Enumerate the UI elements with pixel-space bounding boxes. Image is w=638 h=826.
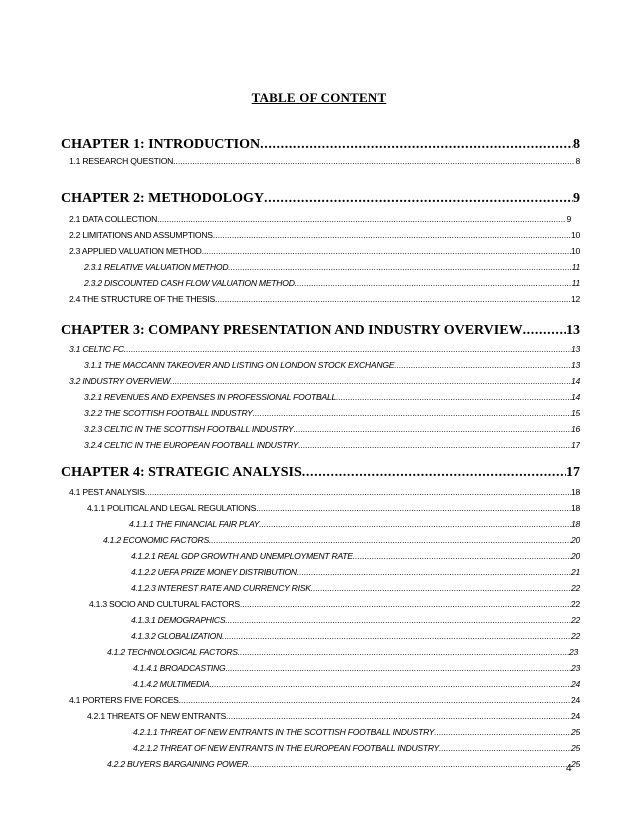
toc-entry-3-2-4[interactable] (61, 440, 580, 454)
leader-dots (215, 294, 571, 304)
toc-entry-2-2[interactable] (61, 230, 580, 244)
leader-dots (202, 246, 571, 256)
leader-dots (298, 440, 571, 450)
toc-entry-4-1[interactable] (61, 487, 580, 501)
toc-entry-1-1[interactable] (61, 156, 580, 170)
toc-entry-page: 25 (570, 727, 580, 737)
toc-entry-4-2-1-2[interactable] (61, 743, 580, 757)
leader-dots (157, 214, 566, 224)
toc-entry-4-1-2-2[interactable] (61, 567, 580, 581)
toc-entry-4-2-1[interactable] (61, 711, 580, 725)
toc-entry-page: 13 (570, 344, 580, 354)
leader-dots (253, 408, 571, 418)
toc-entry-page: 20 (570, 551, 580, 561)
toc-entry-page: 23 (568, 647, 578, 657)
toc-entry-label: 4.1.2.3 INTEREST RATE AND CURRENCY RISK (131, 583, 311, 593)
leader-dots (297, 567, 571, 577)
toc-entry-chapter-2[interactable] (61, 191, 580, 209)
toc-entry-page: 24 (570, 695, 580, 705)
toc-entry-4-1-1-1[interactable] (61, 519, 580, 533)
toc-entry-page: 13 (570, 360, 580, 370)
toc-entry-page: 11 (571, 262, 580, 272)
leader-dots (228, 262, 571, 272)
toc-entry-label: CHAPTER 3: COMPANY PRESENTATION AND INDUSTRY OVERVIEW (61, 323, 523, 338)
leader-dots (238, 647, 569, 657)
leader-dots (439, 743, 571, 753)
toc-entry-label: 2.1 DATA COLLECTION (69, 214, 158, 224)
leader-dots (210, 679, 571, 689)
toc-entry-page: 25 (570, 743, 580, 753)
toc-entry-page: 8 (573, 137, 580, 152)
toc-title: TABLE OF CONTENT (251, 90, 387, 105)
leader-dots (260, 137, 573, 153)
toc-entry-label: 4.1.2.1 REAL GDP GROWTH AND UNEMPLOYMENT RATE (131, 551, 353, 561)
leader-dots (353, 551, 571, 561)
toc-entry-4-1-1[interactable] (61, 503, 580, 517)
leader-dots (170, 376, 571, 386)
toc-entry-page: 21 (570, 567, 580, 577)
toc-entry-page: 16 (570, 424, 580, 434)
toc-entry-page: 10 (570, 230, 580, 240)
leader-dots (259, 519, 571, 529)
toc-entry-label: 4.1.1 POLITICAL AND LEGAL REGULATIONS (87, 503, 257, 513)
toc-entry-page: 22 (570, 615, 580, 625)
toc-entry-4-1-2-1[interactable] (61, 551, 580, 565)
leader-dots (145, 487, 571, 497)
toc-entry-4-1-4-1[interactable] (61, 663, 580, 677)
toc-entry-label: 4.1.3.1 DEMOGRAPHICS (131, 615, 226, 625)
toc-entry-chapter-1[interactable] (61, 137, 580, 155)
toc-entry-label: 2.3.1 RELATIVE VALUATION METHOD (84, 262, 229, 272)
toc-entry-3-2-2[interactable] (61, 408, 580, 422)
page-number: 4 (566, 763, 572, 774)
leader-dots (222, 631, 571, 641)
toc-entry-page: 9 (573, 191, 580, 206)
toc-entry-label: CHAPTER 1: INTRODUCTION (61, 137, 261, 152)
toc-entry-label: 3.1 CELTIC FC (69, 344, 124, 354)
leader-dots (311, 583, 571, 593)
toc-entry-label: 4.1.3.2 GLOBALIZATION (131, 631, 223, 641)
toc-entry-page: 13 (566, 323, 580, 338)
toc-entry-label: 3.2.1 REVENUES AND EXPENSES IN PROFESSIONAL FOOTBALL (84, 392, 337, 402)
toc-entry-label: 4.2.1 THREATS OF NEW ENTRANTS (87, 711, 227, 721)
toc-entry-2-3-1[interactable] (61, 262, 580, 276)
leader-dots (523, 323, 566, 339)
toc-entry-label: 4.2.2 BUYERS BARGAINING POWER (107, 759, 248, 769)
toc-entry-chapter-3[interactable] (61, 323, 580, 341)
toc-entry-3-2-3[interactable] (61, 424, 580, 438)
toc-entry-label: 4.1.1.1 THE FINANCIAL FAIR PLAY (129, 519, 260, 529)
toc-entry-label: 2.2 LIMITATIONS AND ASSUMPTIONS (69, 230, 213, 240)
leader-dots (434, 727, 571, 737)
toc-entry-label: 2.4 THE STRUCTURE OF THE THESIS (69, 294, 216, 304)
toc-entry-page: 15 (570, 408, 580, 418)
toc-entry-page: 23 (570, 663, 580, 673)
toc-entry-label: 4.1.3 SOCIO AND CULTURAL FACTORS (89, 599, 240, 609)
toc-entry-label: 4.1.2 ECONOMIC FACTORS (103, 535, 209, 545)
leader-dots (225, 663, 571, 673)
toc-entry-page: 11 (571, 278, 580, 288)
leader-dots (226, 711, 571, 721)
leader-dots (209, 535, 571, 545)
toc-entry-2-4[interactable] (61, 294, 580, 308)
toc-entry-page: 22 (570, 631, 580, 641)
toc-entry-label: 2.3 APPLIED VALUATION METHOD (69, 246, 202, 256)
leader-dots (264, 191, 573, 207)
leader-dots (124, 344, 571, 354)
leader-dots (225, 615, 571, 625)
toc-entry-4-1-4[interactable] (61, 647, 578, 661)
toc-entry-3-2[interactable] (61, 376, 580, 390)
toc-entry-3-2-1[interactable] (61, 392, 580, 406)
toc-entry-page: 24 (570, 711, 580, 721)
leader-dots (302, 465, 566, 481)
toc-entry-page: 10 (570, 246, 580, 256)
leader-dots (173, 156, 575, 166)
toc-entry-label: 3.2.2 THE SCOTTISH FOOTBALL INDUSTRY (84, 408, 253, 418)
toc-entry-label: 4.2.1.1 THREAT OF NEW ENTRANTS IN THE SCOTTISH FOOTBALL INDUSTRY (133, 727, 435, 737)
toc-entry-page: 14 (570, 376, 580, 386)
toc-entry-page: 17 (570, 440, 580, 450)
toc-entry-page: 24 (570, 679, 580, 689)
toc-entry-label: 4.1.4.1 BROADCASTING (133, 663, 226, 673)
leader-dots (295, 278, 572, 288)
toc-entry-label: 2.3.2 DISCOUNTED CASH FLOW VALUATION METHOD (84, 278, 295, 288)
leader-dots (240, 599, 571, 609)
toc-entry-page: 17 (566, 465, 580, 480)
toc-entry-2-3[interactable] (61, 246, 580, 260)
toc-entry-page: 18 (570, 503, 580, 513)
toc-entry-label: 3.2 INDUSTRY OVERVIEW (69, 376, 171, 386)
toc-entry-label: 4.1.2 TECHNOLOGICAL FACTORS (107, 647, 238, 657)
toc-entry-page: 8 (575, 156, 580, 166)
toc-entry-label: 4.1 PEST ANALYSIS (69, 487, 145, 497)
toc-entry-4-2-2[interactable] (61, 759, 580, 773)
toc-entry-4-2[interactable] (61, 695, 580, 709)
toc-entry-page: 9 (566, 214, 571, 224)
leader-dots (394, 360, 571, 370)
toc-entry-label: 4.2.1.2 THREAT OF NEW ENTRANTS IN THE EUROPEAN FOOTBALL INDUSTRY (133, 743, 440, 753)
toc-entry-page: 18 (570, 487, 580, 497)
toc-entry-4-1-3[interactable] (61, 599, 580, 613)
toc-entry-label: CHAPTER 4: STRATEGIC ANALYSIS (61, 465, 302, 480)
toc-entry-2-3-2[interactable] (61, 278, 580, 292)
toc-entry-label: 4.1 PORTERS FIVE FORCES (69, 695, 179, 705)
toc-entry-page: 14 (570, 392, 580, 402)
toc-entry-3-1[interactable] (61, 344, 580, 358)
leader-dots (248, 759, 571, 769)
leader-dots (213, 230, 571, 240)
toc-entry-4-1-3-1[interactable] (61, 615, 580, 629)
toc-entry-page: 22 (570, 583, 580, 593)
toc-entry-page: 18 (570, 519, 580, 529)
toc-entry-page: 20 (570, 535, 580, 545)
toc-entry-3-1-1[interactable] (61, 360, 580, 374)
toc-entry-label: 4.1.2.2 UEFA PRIZE MONEY DISTRIBUTION (131, 567, 297, 577)
toc-entry-label: CHAPTER 2: METHODOLOGY (61, 191, 265, 206)
toc-entry-page: 22 (570, 599, 580, 609)
toc-entry-4-1-4-2[interactable] (61, 679, 580, 693)
toc-entry-2-1[interactable] (61, 214, 571, 228)
leader-dots (336, 392, 571, 402)
toc-entry-4-1-2-3[interactable] (61, 583, 580, 597)
toc-entry-page: 12 (570, 294, 580, 304)
toc-entry-page: 25 (570, 759, 580, 769)
toc-entry-chapter-4[interactable] (61, 465, 580, 483)
leader-dots (256, 503, 571, 513)
toc-entry-label: 1.1 RESEARCH QUESTION (69, 156, 174, 166)
toc-entry-label: 3.2.3 CELTIC IN THE SCOTTISH FOOTBALL INDUSTRY (84, 424, 294, 434)
toc-entry-4-1-3-2[interactable] (61, 631, 580, 645)
toc-entry-4-2-1-1[interactable] (61, 727, 580, 741)
toc-entry-label: 4.1.4.2 MULTIMEDIA (133, 679, 210, 689)
toc-entry-label: 3.1.1 THE MACCANN TAKEOVER AND LISTING ON LONDON STOCK EXCHANGE (84, 360, 395, 370)
leader-dots (293, 424, 571, 434)
toc-entry-4-1-2[interactable] (61, 535, 580, 549)
leader-dots (179, 695, 571, 705)
toc-entry-label: 3.2.4 CELTIC IN THE EUROPEAN FOOTBALL INDUSTRY (84, 440, 299, 450)
